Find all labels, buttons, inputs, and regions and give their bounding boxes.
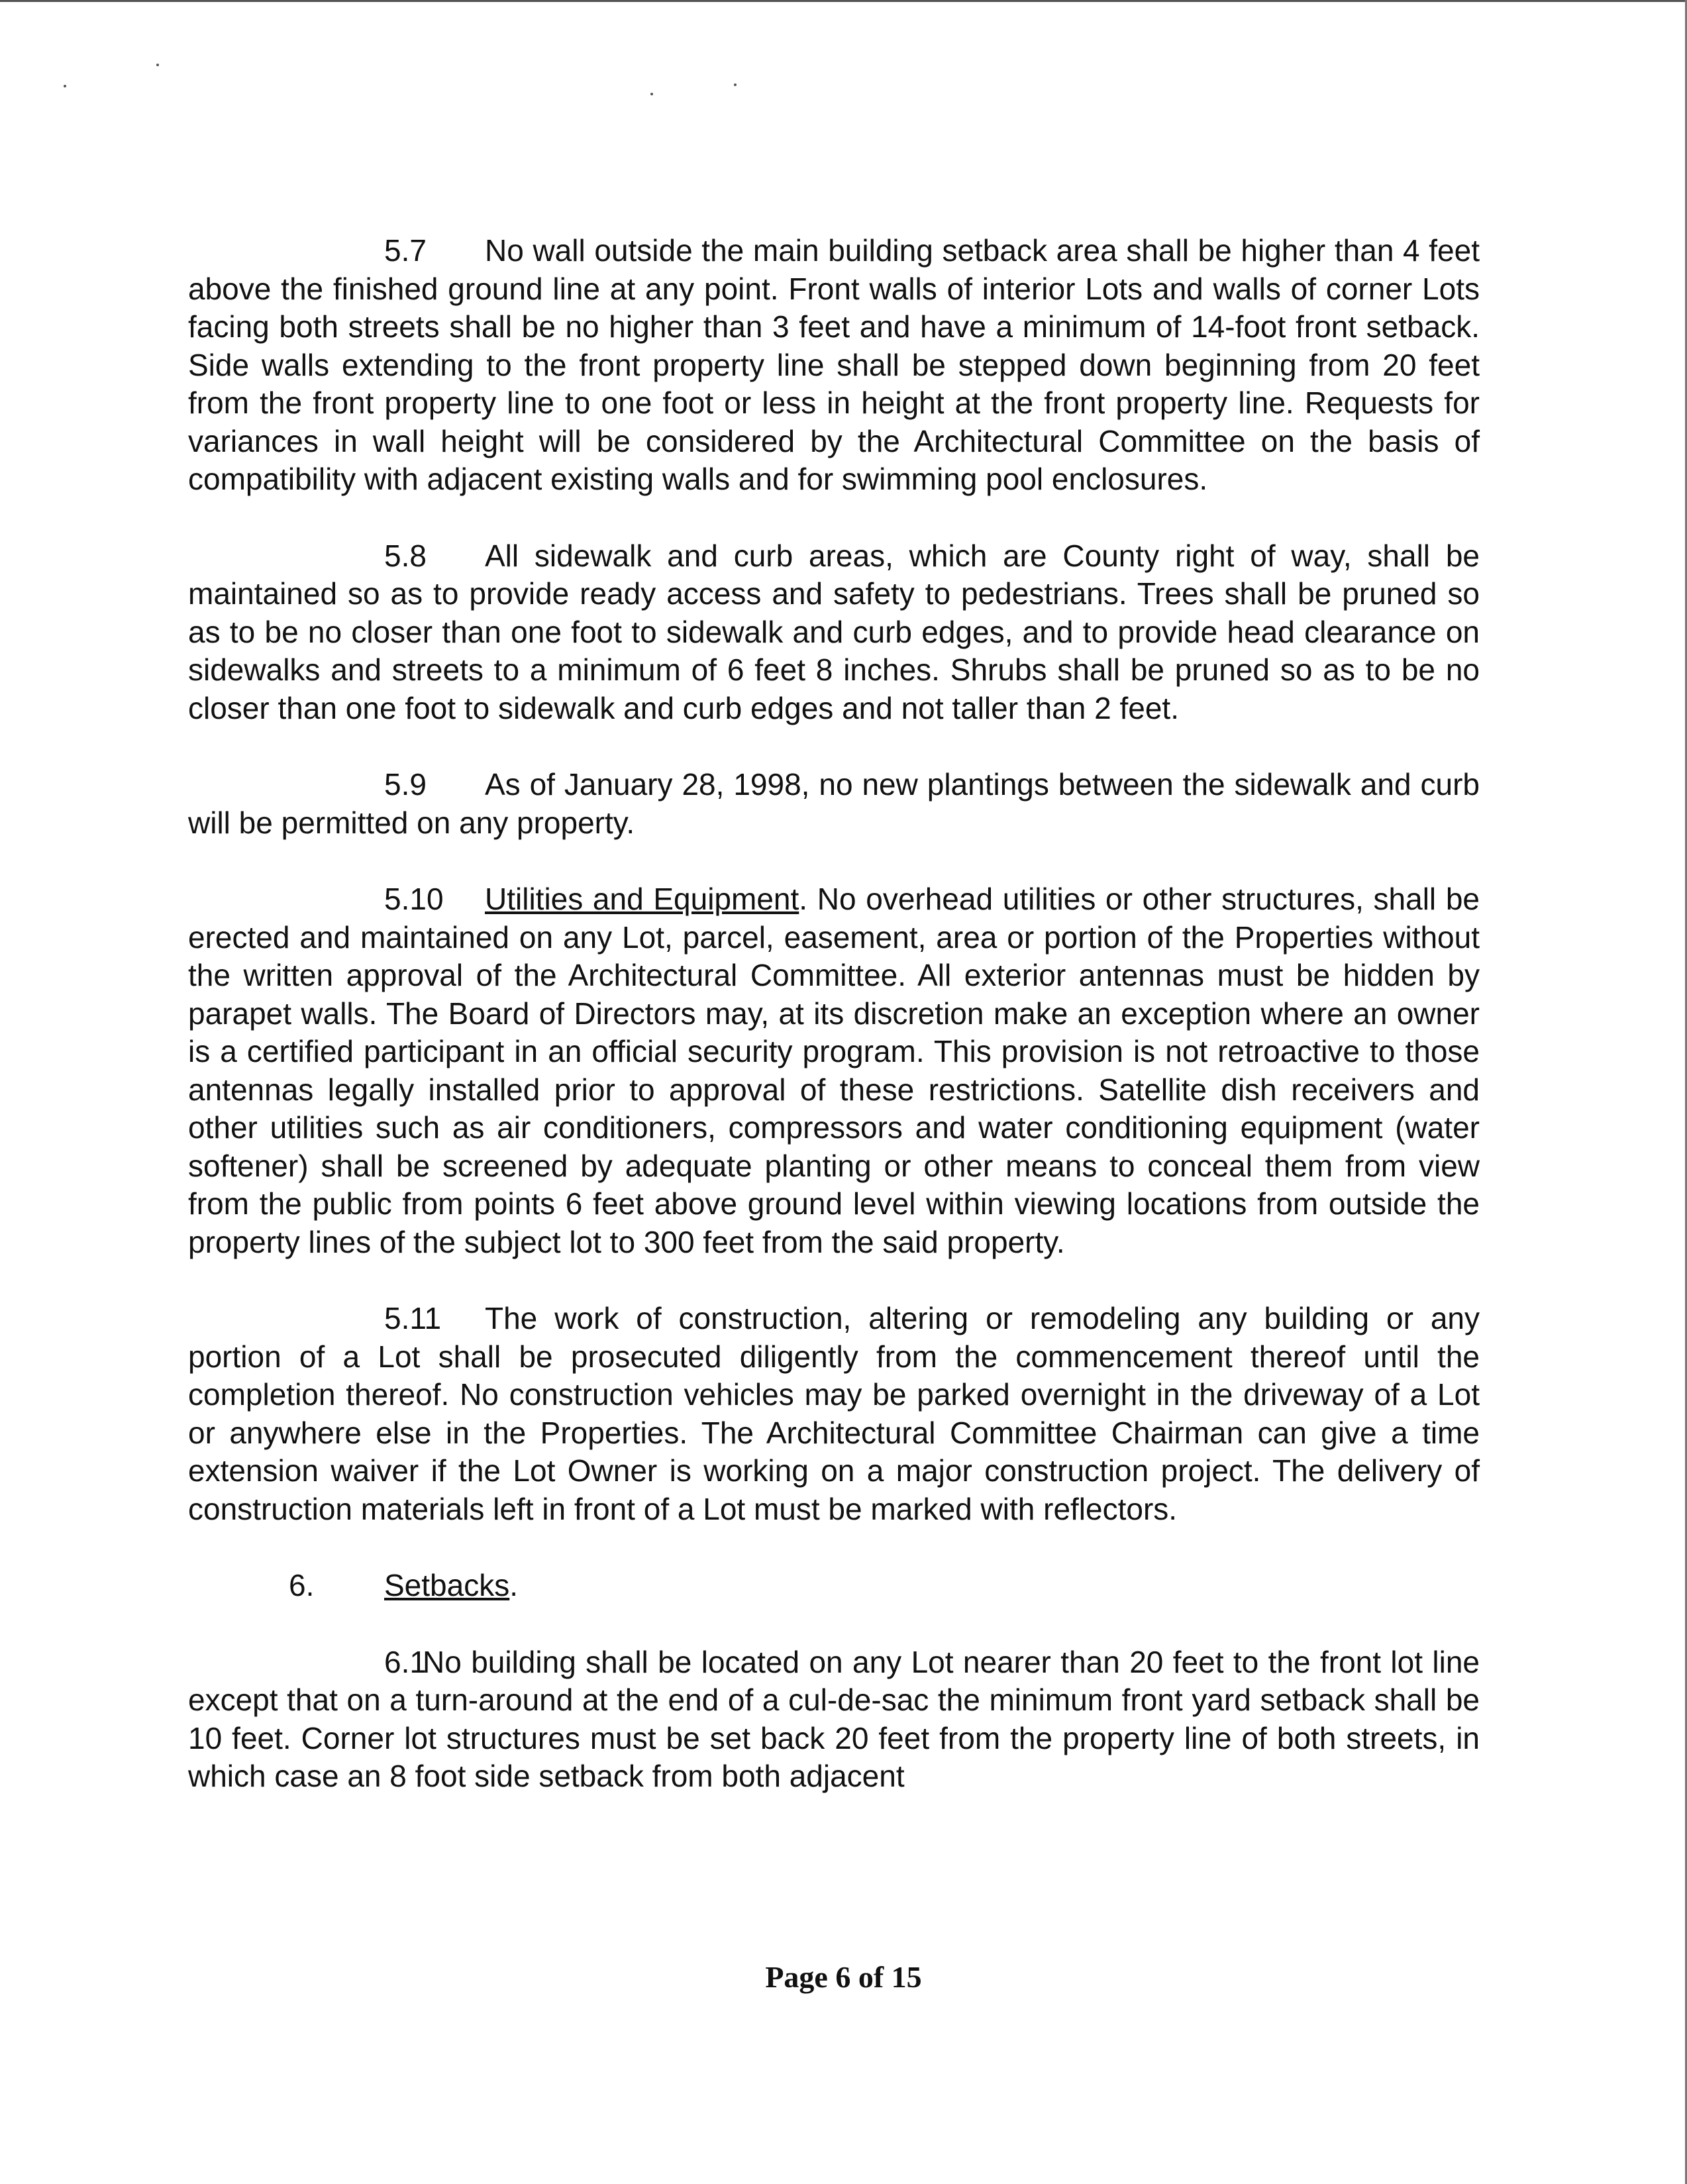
section-text: All sidewalk and curb areas, which are County right of way, shall be maintained so as to provide ready access and safety to pedestrians. Trees shall be pruned so as to be no closer than one foot to sidewalk and curb edges, and to provide head clearance on sidewalks and streets to a minimum of 6 feet 8 inches. Shrubs shall be pruned so as to be no closer than one foot to sidewalk and curb edges and not taller than 2 feet. <box>188 538 1480 725</box>
document-body <box>188 232 1480 1834</box>
section-text: No wall outside the main building setback area shall be higher than 4 feet above the finished ground line at any point. Front walls of interior Lots and walls of corner Lots facing both streets shall be no higher than 3 feet and have a minimum of 14-foot front setback. Side walls extending to the front property line shall be stepped down beginning from 20 feet from the front property line to one foot or less in height at the front property line. Requests for variances in wall height will be considered by the Architectural Committee on the basis of compatibility with adjacent existing walls and for swimming pool enclosures. <box>188 233 1480 496</box>
scan-speck <box>64 85 66 87</box>
scan-speck <box>650 93 653 95</box>
section-text: . No overhead utilities or other structures, shall be erected and maintained on any Lot, parcel, easement, area or portion of the Properties without the written approval of the Architectural Committee. All exterior antennas must be hidden by parapet walls. The Board of Directors may, at its discretion make an exception where an owner is a certified participant in an official security program. This provision is not retroactive to those antennas legally installed prior to approval of these restrictions. Satellite dish receivers and other utilities such as air conditioners, compressors and water conditioning equipment (water softener) shall be screened by adequate planting or other means to conceal them from view from the public from points 6 feet above ground level within viewing locations from outside the property lines of the subject lot to 300 feet from the said property. <box>188 882 1480 1259</box>
section-number: 5.9 <box>384 767 427 802</box>
section-5-7 <box>188 232 1480 499</box>
section-5-9 <box>188 766 1480 842</box>
section-6-1 <box>188 1643 1480 1796</box>
heading-number: 6. <box>289 1568 315 1602</box>
section-text: As of January 28, 1998, no new plantings between the sidewalk and curb will be permitted on any property. <box>188 767 1480 840</box>
page-number: Page 6 of 15 <box>765 1960 922 1994</box>
section-number: 6.1 <box>384 1644 427 1679</box>
scan-speck <box>156 64 159 66</box>
section-heading-6 <box>188 1567 1480 1605</box>
section-5-11 <box>188 1300 1480 1528</box>
section-text: No building shall be located on any Lot nearer than 20 feet to the front lot line except that on a turn-around at the end of a cul-de-sac the minimum front yard setback shall be 10 feet. Corner lot structures must be set back 20 feet from the property line of both streets, in which case an 8 foot side setback from both adjacent <box>188 1644 1480 1793</box>
section-number: 5.7 <box>384 233 427 268</box>
scan-top-edge <box>0 0 1687 2</box>
section-5-10 <box>188 880 1480 1261</box>
heading-suffix: . <box>509 1568 518 1602</box>
section-number: 5.8 <box>384 538 427 573</box>
section-title: Utilities and Equipment <box>485 882 799 916</box>
section-number: 5.10 <box>384 882 444 916</box>
heading-title: Setbacks <box>384 1568 510 1602</box>
scan-speck <box>734 83 737 86</box>
section-text: The work of construction, altering or remodeling any building or any portion of a Lot shall be prosecuted diligently from the commencement thereof until the completion thereof. No construction vehicles may be parked overnight in the driveway of a Lot or anywhere else in the Properties. The Architectural Committee Chairman can give a time extension waiver if the Lot Owner is working on a major construction project. The delivery of construction materials left in front of a Lot must be marked with reflectors. <box>188 1301 1480 1526</box>
section-5-8 <box>188 537 1480 728</box>
section-number: 5.11 <box>384 1301 442 1335</box>
